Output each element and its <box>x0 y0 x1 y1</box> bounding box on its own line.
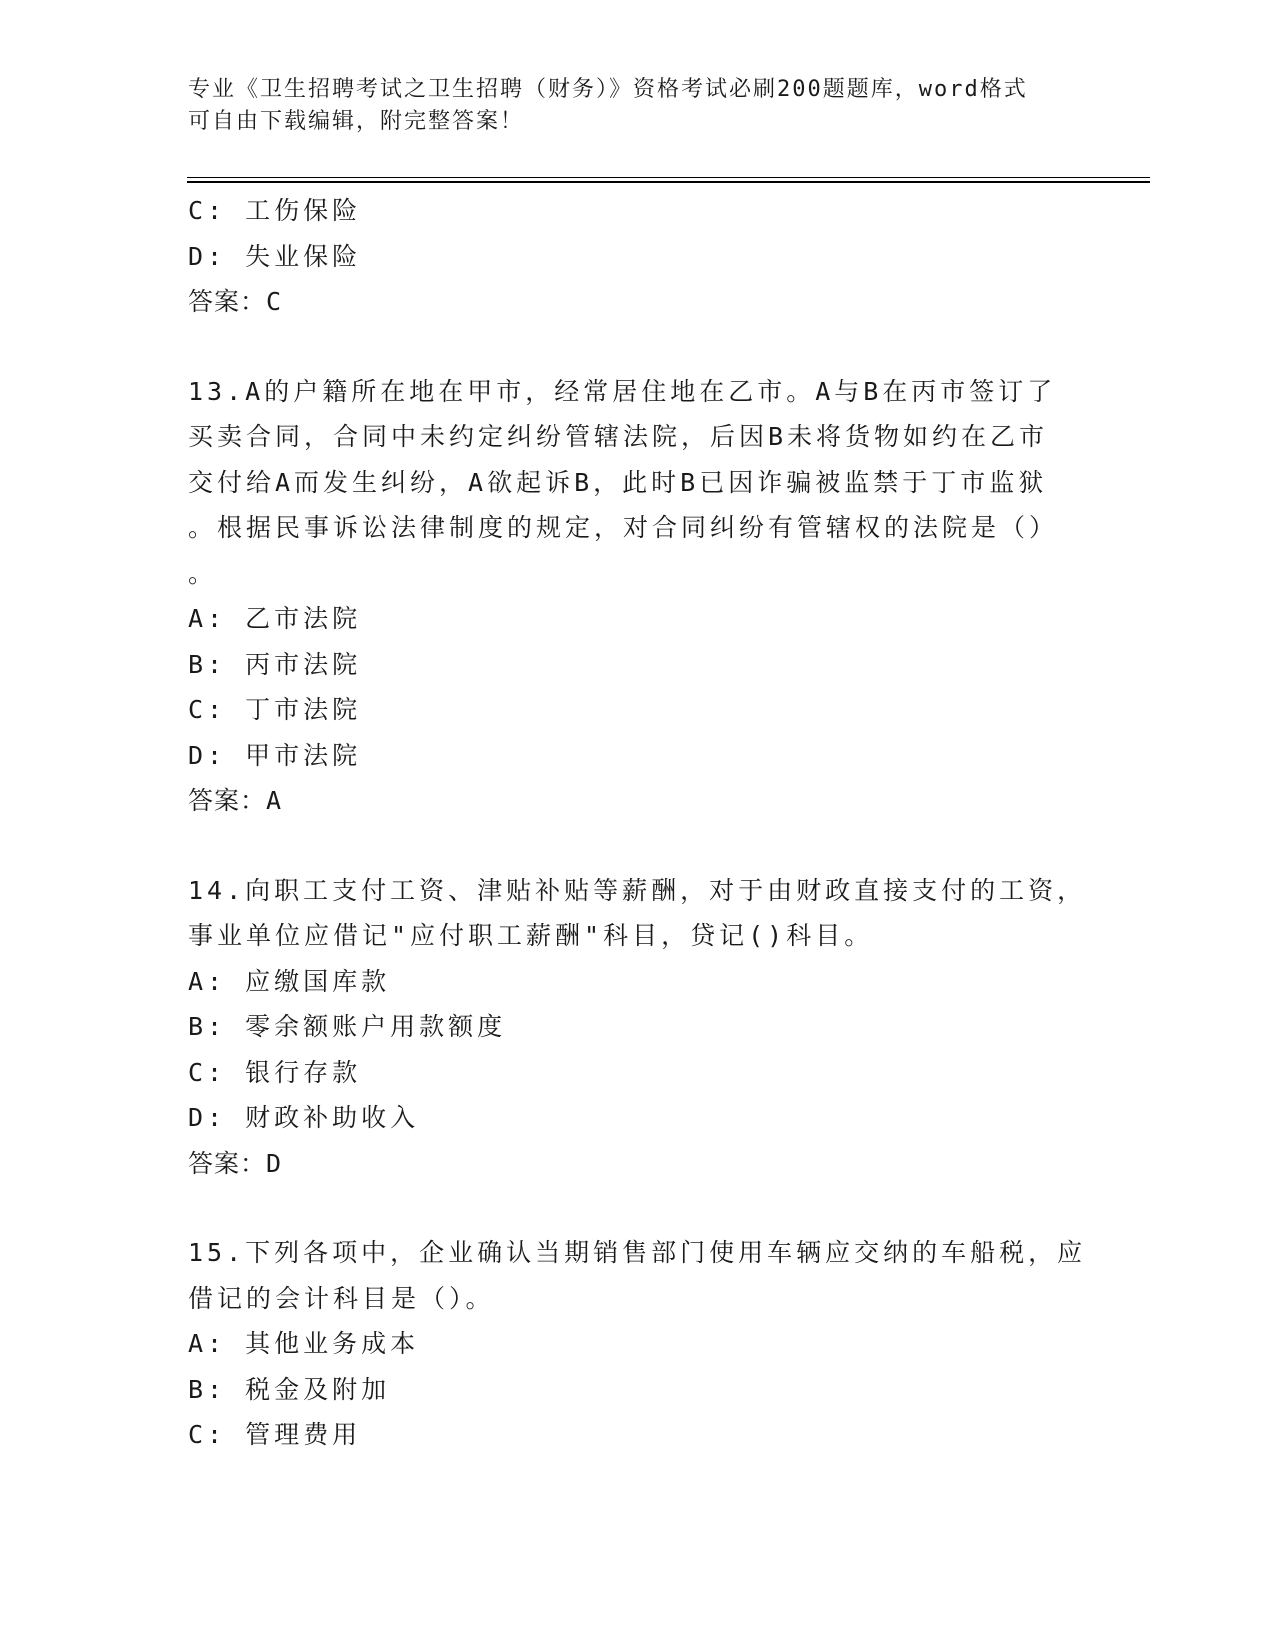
question-text-line: 。根据民事诉讼法律制度的规定，对合同纠纷有管辖权的法院是（） <box>188 513 1059 542</box>
header-rule-thin <box>187 177 1150 178</box>
option-c: C: 工伤保险 <box>188 196 362 225</box>
answer-label: 答案： <box>188 786 267 815</box>
option-b: B: 税金及附加 <box>188 1374 391 1404</box>
option-b: B: 丙市法院 <box>188 649 362 679</box>
answer-value: D <box>266 1148 283 1178</box>
option-d: D: 财政补助收入 <box>188 1103 420 1132</box>
answer-value: C <box>266 287 283 316</box>
question-text-line: 借记的会计科目是（）。 <box>188 1283 495 1313</box>
header-title-line-2: 可自由下载编辑，附完整答案！ <box>188 109 525 134</box>
question-13 <box>188 369 1088 824</box>
question-text-line: 交付给A而发生纠纷，A欲起诉B，此时B已因诈骗被监禁于丁市监狱 <box>188 467 1048 497</box>
option-a: A: 应缴国库款 <box>188 966 391 996</box>
option-b: B: 零余额账户用款额度 <box>188 1012 507 1041</box>
option-d: D: 甲市法院 <box>188 740 362 770</box>
header-title-line-1: 专业《卫生招聘考试之卫生招聘（财务）》资格考试必刷200题题库，word格式 <box>188 77 1028 102</box>
question-text-line: 13.A的户籍所在地在甲市，经常居住地在乙市。A与B在丙市签订了 <box>188 376 1057 406</box>
option-c: C: 银行存款 <box>188 1057 362 1087</box>
question-text-line: 。 <box>188 558 218 588</box>
question-text-line: 买卖合同，合同中未约定纠纷管辖法院，后因B未将货物如约在乙市 <box>188 422 1049 451</box>
question-text-line: 事业单位应借记"应付职工薪酬"科目，贷记()科目。 <box>188 921 874 950</box>
option-a: A: 其他业务成本 <box>188 1329 420 1358</box>
document-header <box>188 74 1088 138</box>
header-rule-thick <box>187 181 1150 183</box>
question-15 <box>188 1230 1088 1458</box>
option-c: C: 丁市法院 <box>188 695 362 724</box>
option-a: A: 乙市法院 <box>188 604 362 633</box>
question-text-line: 14.向职工支付工资、津贴补贴等薪酬，对于由财政直接支付的工资， <box>188 875 1087 905</box>
question-text-line: 15.下列各项中，企业确认当期销售部门使用车辆应交纳的车船税，应 <box>188 1238 1087 1267</box>
answer-value: A <box>266 786 283 815</box>
option-d: D: 失业保险 <box>188 241 362 271</box>
question-14 <box>188 868 1088 1187</box>
option-c: C: 管理费用 <box>188 1420 362 1449</box>
answer-line <box>188 279 1088 325</box>
answer-line <box>188 778 1088 824</box>
answer-label: 答案： <box>188 287 267 316</box>
answer-line <box>188 1141 1088 1187</box>
question-content <box>188 188 1088 1458</box>
answer-label: 答案： <box>188 1148 267 1178</box>
question-12 <box>188 188 1088 325</box>
